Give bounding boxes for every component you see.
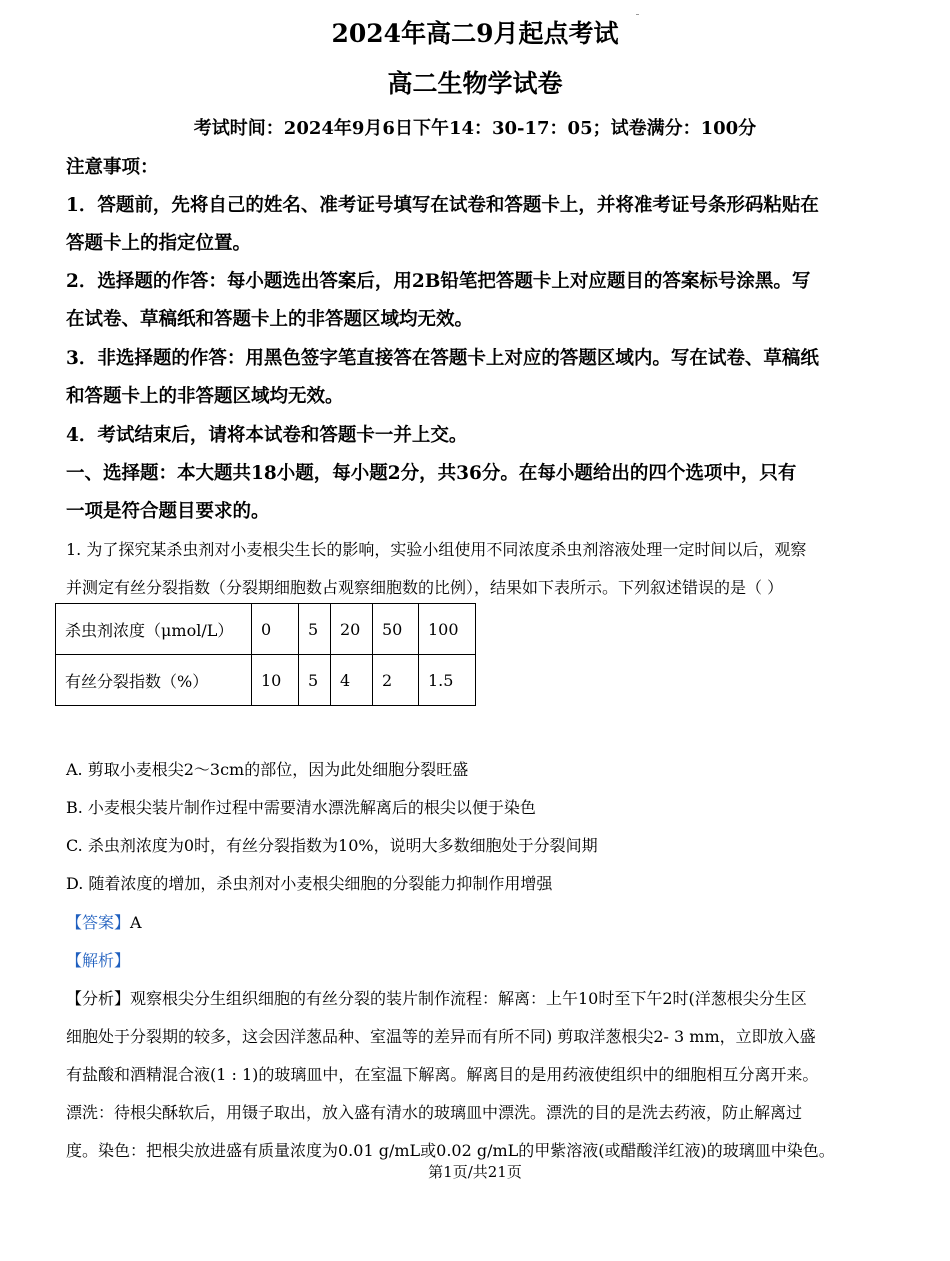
table-cell: 5 xyxy=(299,604,331,655)
table-cell: 50 xyxy=(373,604,419,655)
section-heading: 一、选择题：本大题共18小题，每小题2分，共36分。在每小题给出的四个选项中，只有 xyxy=(66,463,797,484)
analysis-line: 漂洗：待根尖酥软后，用镊子取出，放入盛有清水的玻璃皿中漂洗。漂洗的目的是洗去药液，防止解离过 xyxy=(66,1103,803,1122)
note-line: 和答题卡上的非答题区域均无效。 xyxy=(66,386,344,407)
note-line: 2．选择题的作答：每小题选出答案后，用2B铅笔把答题卡上对应题目的答案标号涂黑。写 xyxy=(66,271,811,292)
exam-info: 考试时间：2024年9月6日下午14：30-17：05；试卷满分：100分 xyxy=(193,118,757,139)
note-line: 3．非选择题的作答：用黑色签字笔直接答在答题卡上对应的答题区域内。写在试卷、草稿纸 xyxy=(66,348,819,369)
section-heading: 一项是符合题目要求的。 xyxy=(66,501,270,522)
analysis-line: 度。染色：把根尖放进盛有质量浓度为0.01 g/mL或0.02 g/mL的甲紫溶液(或醋酸洋红液)的玻璃皿中染色。 xyxy=(66,1141,835,1160)
analysis-line: 【分析】观察根尖分生组织细胞的有丝分裂的装片制作流程：解离：上午10时至下午2时(洋葱根尖分生区 xyxy=(66,989,807,1008)
page-footer: 第1页/共21页 xyxy=(428,1163,522,1181)
option-d: D. 随着浓度的增加，杀虫剂对小麦根尖细胞的分裂能力抑制作用增强 xyxy=(66,874,553,893)
answer-value: A xyxy=(130,913,142,932)
answer-label: 【答案】 xyxy=(66,913,131,932)
exam-subtitle: 高二生物学试卷 xyxy=(387,69,563,98)
analysis-line: 有盐酸和酒精混合液(1 : 1)的玻璃皿中，在室温下解离。解离目的是用药液使组织中的细胞相互分离开来。 xyxy=(66,1065,819,1084)
note-line: 1．答题前，先将自己的姓名、准考证号填写在试卷和答题卡上，并将准考证号条形码粘贴在 xyxy=(66,195,819,216)
notes-heading: 注意事项： xyxy=(66,157,159,178)
answer-line xyxy=(66,910,142,933)
option-b: B. 小麦根尖装片制作过程中需要清水漂洗解离后的根尖以便于染色 xyxy=(66,798,536,817)
option-c: C. 杀虫剂浓度为0时，有丝分裂指数为10%，说明大多数细胞处于分裂间期 xyxy=(66,836,598,855)
note-line: 答题卡上的指定位置。 xyxy=(66,233,252,254)
table-header-cell: 有丝分裂指数（%） xyxy=(56,655,252,706)
question-stem: 并测定有丝分裂指数（分裂期细胞数占观察细胞数的比例），结果如下表所示。下列叙述错误的是（ ） xyxy=(66,578,784,597)
data-table xyxy=(55,603,476,706)
exam-title: 2024年高二9月起点考试 xyxy=(331,19,619,48)
table-cell: 5 xyxy=(299,655,331,706)
table-header-cell: 杀虫剂浓度（μmol/L） xyxy=(56,604,252,655)
note-line: 在试卷、草稿纸和答题卡上的非答题区域均无效。 xyxy=(66,309,474,330)
analysis-line: 细胞处于分裂期的较多，这会因洋葱品种、室温等的差异而有所不同) 剪取洋葱根尖2- 3 mm，立即放入盛 xyxy=(66,1027,816,1046)
table-cell: 20 xyxy=(331,604,373,655)
table-cell: 10 xyxy=(252,655,299,706)
table-cell: 4 xyxy=(331,655,373,706)
table-cell: 0 xyxy=(252,604,299,655)
table-row xyxy=(56,655,476,706)
analysis-label: 【解析】 xyxy=(66,951,131,970)
option-a: A. 剪取小麦根尖2～3cm的部位，因为此处细胞分裂旺盛 xyxy=(66,760,469,779)
table-row xyxy=(56,604,476,655)
note-line: 4．考试结束后，请将本试卷和答题卡一并上交。 xyxy=(66,425,468,446)
question-stem: 1. 为了探究某杀虫剂对小麦根尖生长的影响，实验小组使用不同浓度杀虫剂溶液处理一定时间以后，观察 xyxy=(66,540,807,559)
table-cell: 1.5 xyxy=(419,655,476,706)
table-cell: 2 xyxy=(373,655,419,706)
table-cell: 100 xyxy=(419,604,476,655)
